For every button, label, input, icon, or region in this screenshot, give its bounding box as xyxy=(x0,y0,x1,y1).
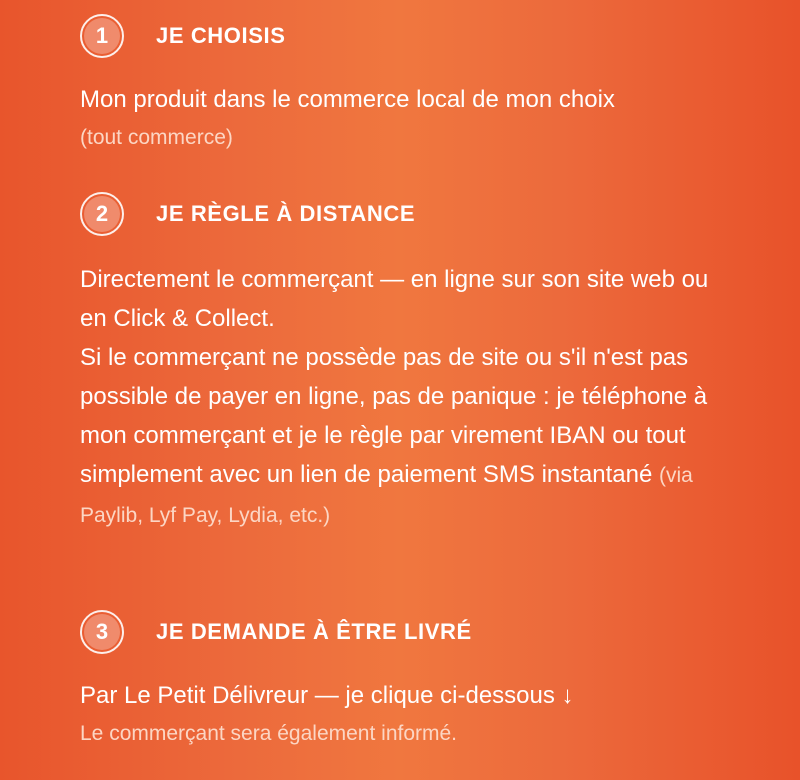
step-2-body xyxy=(80,260,720,535)
step-3-body xyxy=(80,676,720,749)
step-1-text: Mon produit dans le commerce local de mon choix xyxy=(80,86,615,113)
step-3 xyxy=(80,608,720,749)
step-3-number: 3 xyxy=(84,614,120,650)
step-2 xyxy=(80,190,720,535)
step-2-title: JE RÈGLE À DISTANCE xyxy=(156,201,416,226)
step-1-number: 1 xyxy=(84,18,120,54)
step-2-text-line2: Si le commerçant ne possède pas de site ou s'il n'est pas possible de payer en ligne, pas de panique : je téléphone à mon commerçant et je le règle par virement IBAN ou tout simplement avec un lien de paiement SMS instantané xyxy=(80,344,708,488)
step-1-header xyxy=(80,12,720,60)
step-1-body xyxy=(80,80,720,153)
step-1-note: (tout commerce) xyxy=(80,126,233,149)
step-1 xyxy=(80,12,720,153)
step-3-title: JE DEMANDE À ÊTRE LIVRÉ xyxy=(156,619,472,644)
step-2-text-line2-wrap xyxy=(80,338,720,535)
step-3-number-badge xyxy=(80,610,124,654)
step-1-title: JE CHOISIS xyxy=(156,23,286,48)
step-3-header xyxy=(80,608,720,656)
step-2-number-badge xyxy=(80,192,124,236)
step-1-number-badge xyxy=(80,14,124,58)
step-2-note: (via Paylib, Lyf Pay, Lydia, etc.) xyxy=(80,464,693,527)
step-3-link-text[interactable]: Par Le Petit Délivreur — je clique ci-dessous ↓ xyxy=(80,682,574,709)
step-2-header xyxy=(80,190,720,238)
step-2-number: 2 xyxy=(84,196,120,232)
step-3-note: Le commerçant sera également informé. xyxy=(80,722,458,745)
step-2-text-line1: Directement le commerçant — en ligne sur son site web ou en Click & Collect. xyxy=(80,266,709,332)
